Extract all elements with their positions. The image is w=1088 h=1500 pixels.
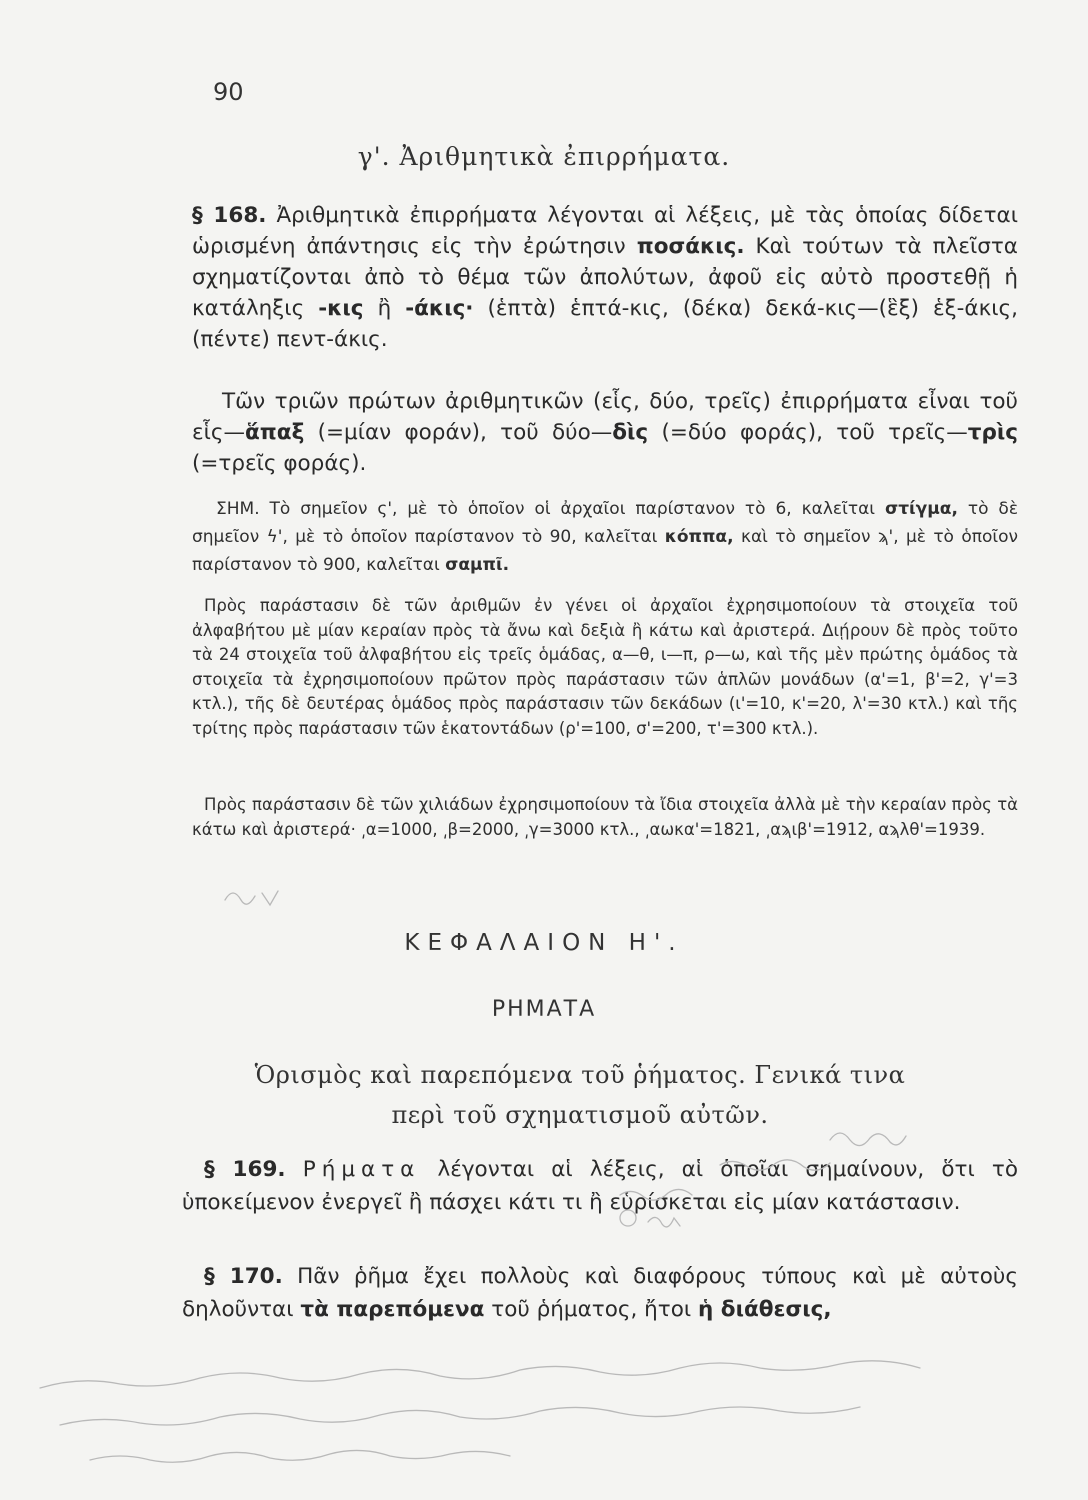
- note-stigma-word: στίγμα,: [884, 499, 958, 519]
- p168-or: ἢ: [377, 296, 392, 321]
- p170-parepomena: τὰ παρεπόμενα: [300, 1297, 485, 1322]
- note-numerals: Πρὸς παράστασιν δὲ τῶν ἀριθμῶν ἐν γένει οἱ ἀρχαῖοι ἐχρησιμοποίουν τὰ στοιχεῖα τοῦ ἀλφαβήτου μὲ μίαν κεραίαν πρὸς τὰ ἄνω καὶ δεξιὰ ἢ κάτω καὶ ἀριστερά. Διῄρουν δὲ πρὸς τοῦτο τὰ 24 στοιχεῖα τοῦ ἀλφαβήτου εἰς τρεῖς ὁμάδας, α—θ, ι—π, ρ—ω, καὶ τῆς μὲν πρώτης ὁμάδος τὰ στοιχεῖα τὰ ἐχρησιμοποίουν πρῶτον πρὸς παράστασιν τῶν ἁπλῶν μονάδων (α'=1, β'=2, γ'=3 κτλ.), τῆς δὲ δευτέρας ὁμάδος πρὸς παράστασιν τῶν δεκάδων (ι'=10, κ'=20, λ'=30 κτλ.) καὶ τῆς τρίτης πρὸς παράστασιν τῶν ἑκατοντάδων (ρ'=100, σ'=200, τ'=300 κτλ.).: [192, 596, 1018, 738]
- chapter-subtitle: ΡΗΜΑΤΑ: [491, 997, 597, 1022]
- note-koppa-word: κόππα,: [664, 527, 734, 547]
- note-thousands: Πρὸς παράστασιν δὲ τῶν χιλιάδων ἐχρησιμοποίουν τὰ ἴδια στοιχεῖα ἀλλὰ μὲ τὴν κεραίαν πρὸς τὰ κάτω καὶ ἀριστερά· ͵α=1000, ͵β=2000, ͵γ=3000 κτλ., ͵αωκα'=1821, ͵αϡιβ'=1912, αϡλθ'=1939.: [192, 795, 1018, 839]
- p170-text-1: Πᾶν ῥῆμα ἔχει πολλοὺς καὶ διαφόρους τύπους καὶ μὲ αὐτοὺς δηλοῦνται: [182, 1264, 1018, 1322]
- page-number: 90: [213, 78, 244, 106]
- p170-text-2: τοῦ ῥήματος, ἤτοι: [491, 1297, 692, 1322]
- p168b-hapax: ἅπαξ: [245, 420, 305, 445]
- section-heading: γ'. Ἀριθμητικὰ ἐπιρρήματα.: [357, 142, 731, 171]
- p168-question-word: ποσάκις.: [636, 234, 745, 259]
- p168-text-2: Καὶ τούτων τὰ πλεῖστα σχηματίζονται ἀπὸ τὸ θέμα τῶν ἀπολύτων, ἀφοῦ εἰς αὐτὸ προστεθῇ ἡ κατάληξις: [192, 234, 1018, 321]
- topic-heading-line-2: περὶ τοῦ σχηματισμοῦ αὐτῶν.: [391, 1101, 769, 1129]
- p168-suffix-akis: -άκις·: [405, 296, 474, 321]
- section-number-168: § 168.: [192, 203, 267, 228]
- p168b-text-3: (=δύο φοράς), τοῦ τρεῖς—: [661, 420, 968, 445]
- p169-term: Ρήματα: [302, 1157, 421, 1182]
- note-stigma: [192, 495, 1018, 579]
- p168b-text-4: (=τρεῖς φοράς).: [192, 451, 367, 476]
- paragraph-170: [182, 1260, 1018, 1326]
- section-number-169: § 169.: [204, 1157, 286, 1182]
- topic-heading: [230, 1055, 930, 1135]
- paragraph-169: [182, 1153, 1018, 1219]
- section-number-170: § 170.: [204, 1264, 283, 1289]
- p168-suffix-kis: -κις: [318, 296, 364, 321]
- p169-text: λέγονται αἱ λέξεις, αἱ ὁποῖαι σημαίνουν, ὅτι τὸ ὑποκείμενον ἐνεργεῖ ἢ πάσχει κάτι τι ἢ εὑρίσκεται εἰς μίαν κατάστασιν.: [182, 1157, 1018, 1215]
- note-text-c: καὶ τὸ σημεῖον ϡ', μὲ τὸ ὁποῖον παρίστανον τὸ 900, καλεῖται: [192, 527, 1019, 575]
- chapter-title: ΚΕΦΑΛΑΙΟΝ Η'.: [404, 930, 684, 956]
- p168b-text-1: Τῶν τριῶν πρώτων ἀριθμητικῶν (εἷς, δύο, τρεῖς) ἐπιρρήματα εἶναι τοῦ εἷς—: [192, 389, 1018, 445]
- note-sampi-word: σαμπῖ.: [445, 555, 510, 575]
- p168-examples: (ἑπτὰ) ἑπτά-κις, (δέκα) δεκά-κις—(ἓξ) ἑξ-άκις, (πέντε) πεντ-άκις.: [192, 296, 1018, 352]
- p168-text-1: Ἀριθμητικὰ ἐπιρρήματα λέγονται αἱ λέξεις, μὲ τὰς ὁποίας δίδεται ὡρισμένη ἀπάντησις εἰς τὴν ἐρώτησιν: [192, 203, 1018, 259]
- p170-diathesis: ἡ διάθεσις,: [698, 1297, 832, 1322]
- paragraph-168-second: [192, 386, 1018, 479]
- paragraph-168: [192, 200, 1018, 355]
- note-text-b: τὸ δὲ σημεῖον ϟ', μὲ τὸ ὁποῖον παρίστανον τὸ 90, καλεῖται: [192, 499, 1019, 547]
- p168b-tris: τρὶς: [967, 420, 1018, 445]
- topic-heading-line-1: Ὁρισμὸς καὶ παρεπόμενα τοῦ ῥήματος. Γενικά τινα: [254, 1061, 906, 1089]
- p168b-text-2: (=μίαν φοράν), τοῦ δύο—: [317, 420, 613, 445]
- p168b-dis: δὶς: [612, 420, 649, 445]
- note-text-a: ΣΗΜ. Τὸ σημεῖον ς', μὲ τὸ ὁποῖον οἱ ἀρχαῖοι παρίστανον τὸ 6, καλεῖται: [216, 499, 876, 519]
